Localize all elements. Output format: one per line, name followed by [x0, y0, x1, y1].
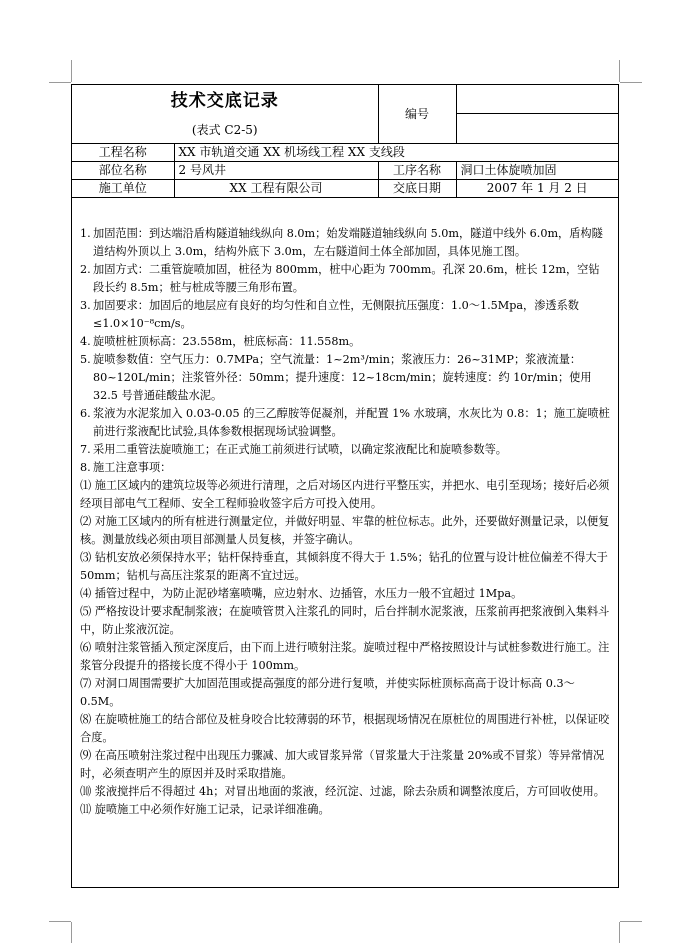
crop-mark-top-right-h — [620, 82, 642, 83]
part-name-value: 2 号风井 — [174, 162, 378, 180]
project-name-value: XX 市轨道交通 XX 机场线工程 XX 支线段 — [174, 144, 618, 162]
list-item: 3. 加固要求：加固后的地层应有良好的均匀性和自立性，无侧限抗压强度：1.0～1.5Mpa，渗透系数≤1.0×10⁻⁸cm/s。 — [80, 299, 579, 330]
note-item: ⑹ 喷射注浆管插入预定深度后，由下而上进行喷射注浆。旋喷过程中严格按照设计与试桩参数进行施工。注浆管分段提升的搭接长度不得小于 100mm。 — [80, 641, 610, 672]
list-item: 8. 施工注意事项： — [80, 461, 172, 474]
crop-mark-bottom-right-h — [620, 921, 642, 922]
note-item: ⑾ 旋喷施工中必须作好施工记录，记录详细准确。 — [80, 803, 330, 816]
form-number: (表式 C2-5) — [191, 123, 258, 137]
header-table — [72, 85, 618, 198]
date-value: 2007 年 1 月 2 日 — [456, 180, 618, 198]
part-name-label: 部位名称 — [72, 162, 174, 180]
crop-mark-bottom-right-v — [619, 922, 620, 943]
note-item: ⑻ 在旋喷桩施工的结合部位及桩身咬合比较薄弱的环节，根据现场情况在原桩位的周围进行补桩，以保证咬合度。 — [80, 713, 610, 744]
process-name-value: 洞口土体旋喷加固 — [456, 162, 618, 180]
number-value-cell — [456, 85, 618, 144]
crop-mark-top-right-v — [619, 60, 620, 82]
number-label: 编号 — [378, 85, 456, 144]
note-item: ⑷ 插管过程中，为防止泥砂堵塞喷嘴，应边射水、边插管，水压力一般不宜超过 1Mpa。 — [80, 587, 523, 600]
crop-mark-bottom-left-h — [49, 921, 71, 922]
title-cell — [72, 85, 378, 144]
note-item: ⑸ 严格按设计要求配制浆液；在旋喷管贯入注浆孔的同时，后台拌制水泥浆液，压浆前再把浆液倒入集料斗中，防止浆液沉淀。 — [80, 605, 610, 636]
document-title: 技术交底记录 — [170, 91, 279, 111]
number-value — [457, 85, 619, 114]
note-item: ⑽ 浆液搅拌后不得超过 4h；对冒出地面的浆液，经沉淀、过滤，除去杂质和调整浓度后，方可回收使用。 — [80, 785, 605, 798]
note-item: ⑵ 对施工区域内的所有桩进行测量定位，并做好明显、牢靠的桩位标志。此外，还要做好测量记录，以便复核。测量放线必须由项目部测量人员复核，并签字确认。 — [80, 515, 610, 546]
list-item: 4. 旋喷桩桩顶标高：23.558m，桩底标高：11.558m。 — [80, 335, 361, 348]
project-name-label: 工程名称 — [72, 144, 174, 162]
crop-mark-top-left-h — [49, 82, 71, 83]
list-item: 7. 采用二重管法旋喷施工；在正式施工前须进行试喷，以确定浆液配比和旋喷参数等。 — [80, 443, 507, 456]
note-item: ⑺ 对洞口周围需要扩大加固范围或提高强度的部分进行复喷，并使实际桩顶标高高于设计标高 0.3～0.5M。 — [80, 677, 575, 708]
record-sheet — [71, 84, 619, 888]
list-item: 6. 浆液为水泥浆加入 0.03-0.05 的三乙醇胺等促凝剂，并配置 1% 水玻璃，水灰比为 0.8：1；施工旋喷桩前进行浆液配比试验,具体参数根据现场试验调整。 — [80, 407, 610, 438]
crop-mark-top-left-v — [71, 60, 72, 82]
date-label: 交底日期 — [378, 180, 456, 198]
note-item: ⑶ 钻机安放必须保持水平；钻杆保持垂直，其倾斜度不得大于 1.5%；钻孔的位置与设计桩位偏差不得大于 50mm；钻机与高压注浆泵的距离不宜过远。 — [80, 551, 608, 582]
construction-unit-value: XX 工程有限公司 — [174, 180, 378, 198]
list-item: 2. 加固方式：二重管旋喷加固，桩径为 800mm，桩中心距为 700mm。孔深 20.6m，桩长 12m，空钻段长约 8.5m；桩与桩成等腰三角形布置。 — [80, 263, 600, 294]
list-item: 5. 旋喷参数值：空气压力：0.7MPa；空气流量：1~2m³/min；浆液压力：26~31MP；浆液流量：80~120L/min；注浆管外径：50mm；提升速度：12~18cm/min；旋转速度：约 10r/min；使用 32.5 号普通硅酸盐水泥。 — [80, 353, 592, 402]
crop-mark-bottom-left-v — [71, 922, 72, 943]
construction-unit-label: 施工单位 — [72, 180, 174, 198]
list-item: 1. 加固范围：到达端沿盾构隧道轴线纵向 8.0m；始发端隧道轴线纵向 5.0m，隧道中线外 6.0m，盾构隧道结构外顶以上 3.0m，结构外底下 3.0m，左右隧道间土体全部加固，具体见施工图。 — [80, 227, 603, 258]
process-name-label: 工序名称 — [378, 162, 456, 180]
note-item: ⑴ 施工区域内的建筑垃圾等必须进行清理，之后对场区内进行平整压实，并把水、电引至现场；接好后必须经项目部电气工程师、安全工程师验收签字后方可投入使用。 — [80, 479, 610, 510]
note-item: ⑼ 在高压喷射注浆过程中出现压力骤减、加大或冒浆异常（冒浆量大于注浆量 20%或不冒浆）等异常情况时，必须查明产生的原因并及时采取措施。 — [80, 749, 605, 780]
briefing-content — [80, 225, 610, 819]
